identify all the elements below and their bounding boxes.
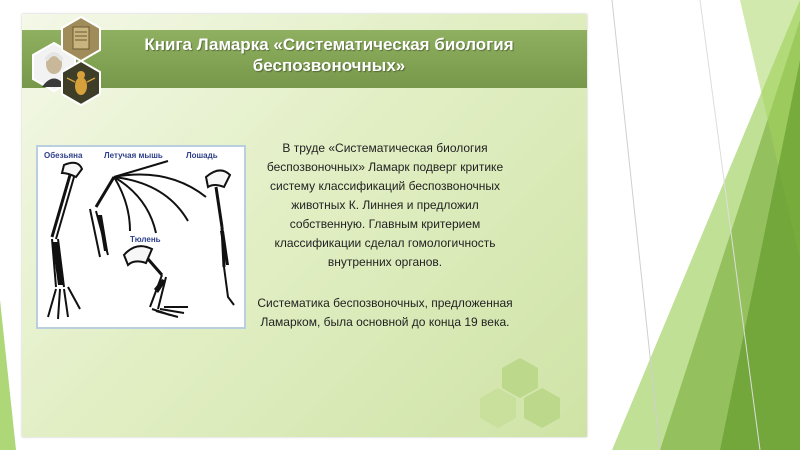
body-paragraph-1: В труде «Систематическая биология беспозвоночных» Ламарк подверг критике систему классификаций беспозвоночных животных К. Линнея и предложил собственную. Главным критерием классификации сделал гомологичность внутренних органов.: [266, 141, 504, 269]
label-seal: Тюлень: [130, 235, 161, 244]
slide: [22, 14, 587, 437]
label-monkey: Обезьяна: [44, 151, 83, 160]
insect-hexagon-icon: [61, 60, 101, 106]
slide-title: Книга Ламарка «Систематическая биология беспозвоночных»: [144, 35, 514, 75]
homologous-limbs-figure: [36, 145, 246, 329]
book-hexagon-icon: [61, 16, 101, 62]
body-paragraph-2: Систематика беспозвоночных, предложенная Ламарком, была основной до конца 19 века.: [257, 296, 513, 329]
label-bat: Летучая мышь: [104, 151, 163, 160]
honeycomb-decoration: [462, 354, 572, 434]
label-horse: Лошадь: [186, 151, 218, 160]
